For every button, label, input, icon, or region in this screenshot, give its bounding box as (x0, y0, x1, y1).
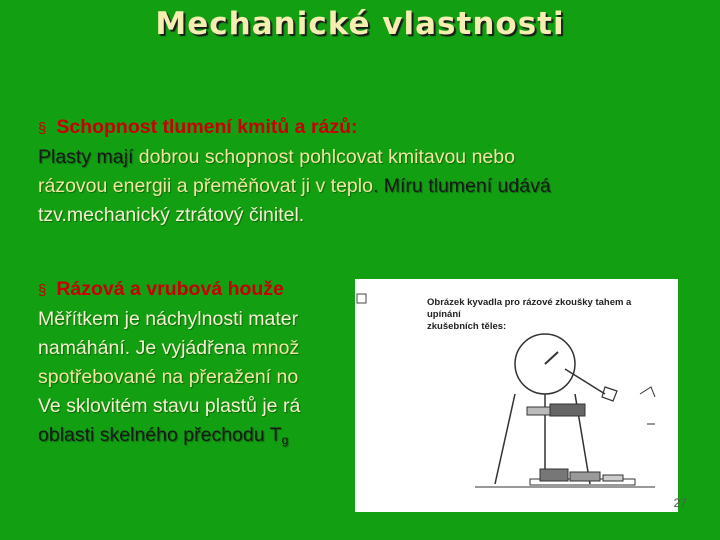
heading-text: Rázová a vrubová houže (56, 278, 284, 300)
text-span: namáhání. Je vyjádřena (38, 337, 252, 359)
slide-title: Mechanické vlastnosti (155, 6, 565, 42)
text-span: Ve sklovitém stavu plastů je rá (38, 395, 301, 417)
text-span: spotřebované na přeražení no (38, 366, 299, 388)
text-span: množ (251, 337, 300, 359)
section-damping (38, 113, 688, 230)
section-damping-text (38, 143, 688, 230)
caption-line: Obrázek kyvadla pro rázové zkoušky tahem a upínání (427, 297, 632, 320)
text-span: oblasti skelného přechodu T (38, 424, 282, 446)
subscript: g (281, 433, 289, 447)
section-damping-heading (38, 113, 688, 143)
heading-text: Schopnost tlumení kmitů a rázů: (56, 116, 358, 138)
caption-line: zkušebních těles: (427, 321, 507, 332)
bullet-icon: § (38, 282, 47, 299)
text-span: tzv.mechanický ztrátový činitel. (38, 204, 305, 226)
text-span: dobrou schopnost pohlcovat kmitavou nebo (138, 146, 515, 168)
text-span: Měřítkem je náchylnosti mater (38, 308, 299, 330)
text-span: Plasty mají (38, 146, 139, 168)
page-number: 27 (673, 496, 687, 510)
text-span: . Míru tlumení udává (372, 175, 551, 197)
figure-caption (427, 297, 647, 333)
bullet-icon: § (38, 120, 47, 137)
text-span: rázovou energii a přeměňovat ji v teplo (38, 175, 373, 197)
pendulum-figure (355, 279, 678, 512)
